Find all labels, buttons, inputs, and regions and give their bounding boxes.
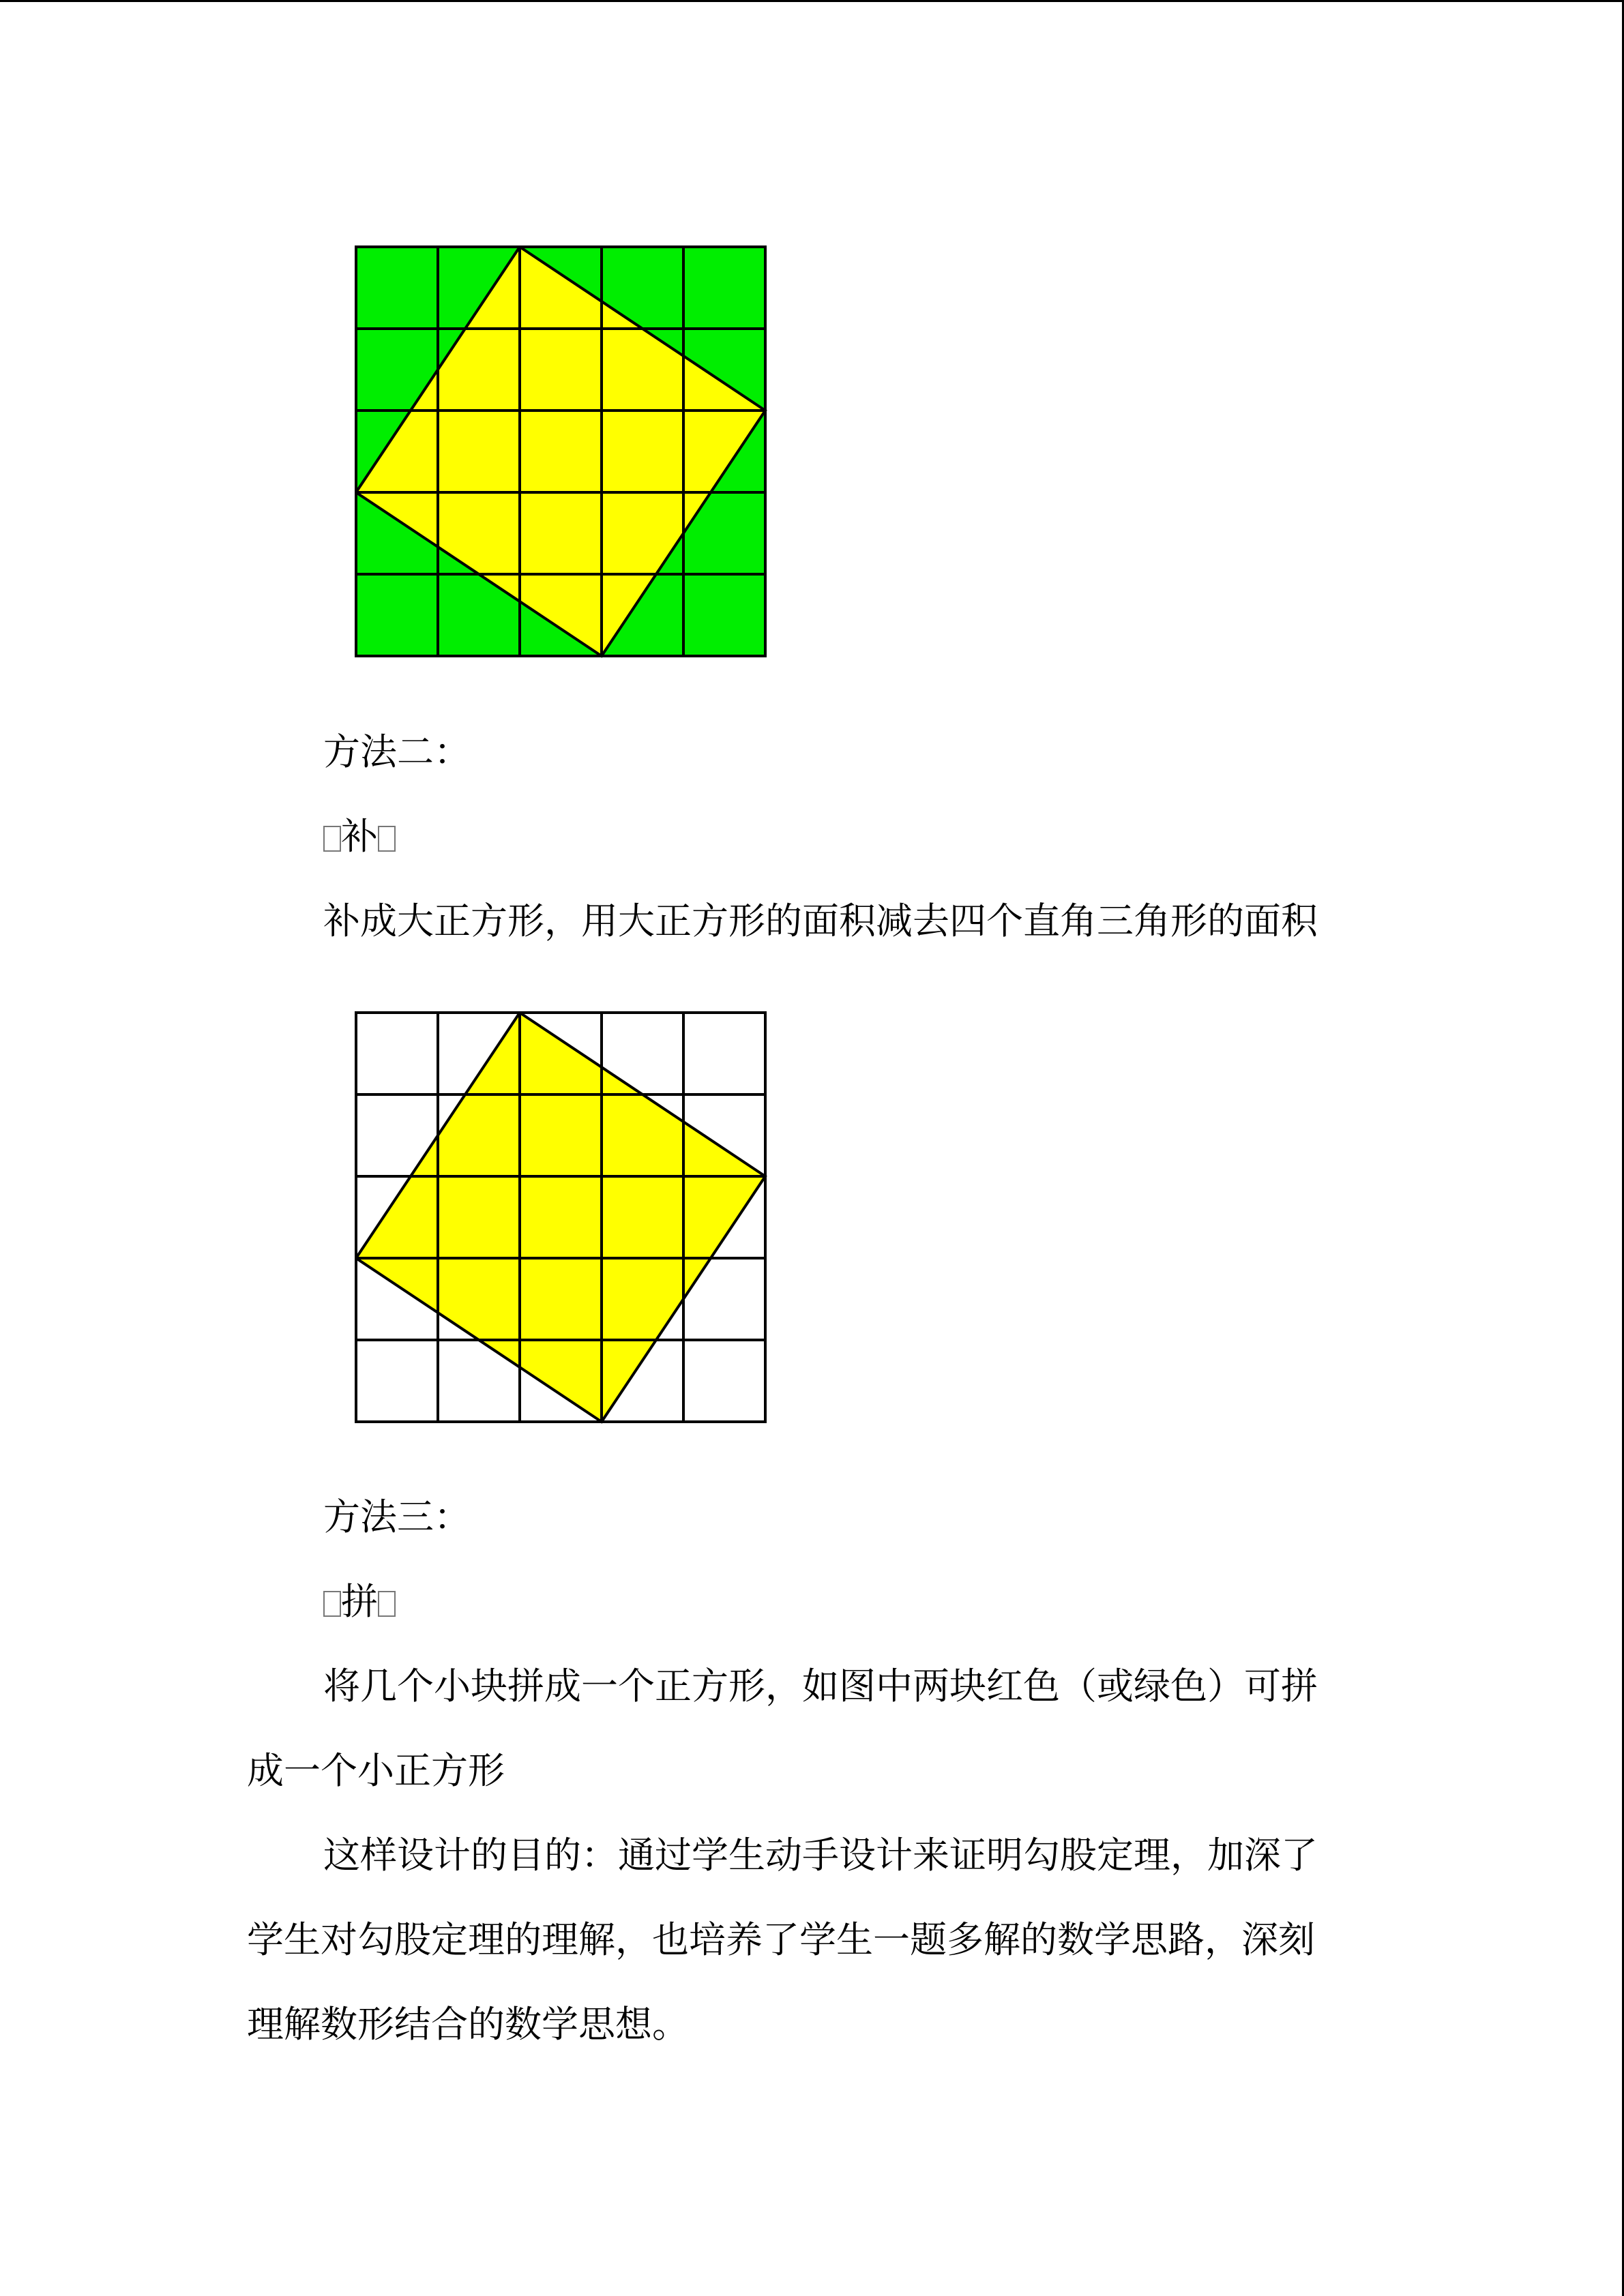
- method3-text-line2: 成一个小正方形: [247, 1749, 505, 1792]
- method3-tag: [323, 1580, 396, 1623]
- grid-figure-white-svg: [355, 1011, 769, 1426]
- bracket-close-icon: [378, 1591, 396, 1617]
- method2-text: 补成大正方形，用大正方形的面积减去四个直角三角形的面积: [323, 899, 1318, 942]
- method2-heading: 方法二：: [323, 730, 471, 773]
- method3-heading: 方法三：: [323, 1495, 471, 1538]
- grid-figure-green: [355, 245, 769, 660]
- purpose-line1: 这样设计的目的：通过学生动手设计来证明勾股定理，加深了: [323, 1834, 1318, 1877]
- method3-text-line1: 将几个小块拼成一个正方形，如图中两块红色（或绿色）可拼: [323, 1665, 1318, 1708]
- purpose-line2: 学生对勾股定理的理解，也培养了学生一题多解的数学思路，深刻: [247, 1918, 1315, 1961]
- grid-figure-white: [355, 1011, 769, 1426]
- method2-tag: [323, 815, 396, 858]
- method3-tag-label: 拼: [341, 1580, 378, 1623]
- grid-figure-green-svg: [355, 245, 769, 660]
- bracket-close-icon: [378, 826, 396, 852]
- bracket-open-icon: [323, 1591, 341, 1617]
- purpose-line3: 理解数形结合的数学思想。: [247, 2003, 689, 2046]
- bracket-open-icon: [323, 826, 341, 852]
- method2-tag-label: 补: [341, 815, 378, 858]
